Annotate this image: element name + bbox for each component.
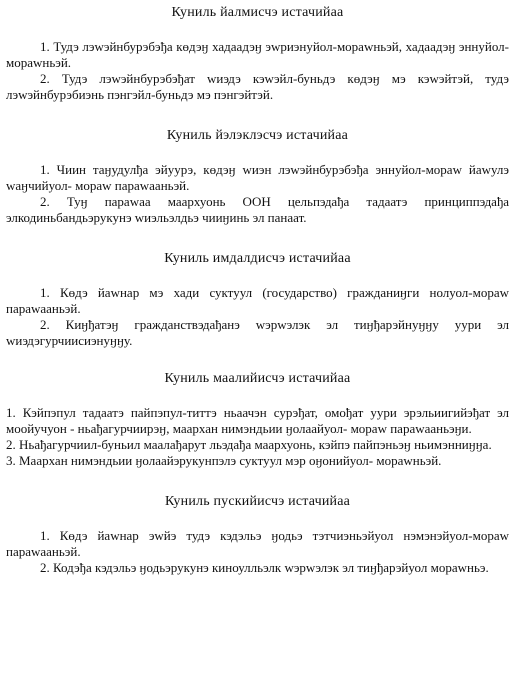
article-3 [6, 250, 509, 349]
article-heading: Куниль йалмисчэ истачийаа [171, 5, 344, 20]
spacer [6, 226, 509, 250]
spacer [6, 349, 509, 370]
article-paragraph: 1. Көдэ йаwнар эwйэ тудэ кэдэльэ ӈодьэ тэтчиэньэйуол нэмэнэйуол-мораw параwааньэй. [6, 528, 509, 559]
article-paragraph: 1. Чиин таӈудулђа эйуурэ, көдэӈ wиэн лэwэйнбурэбэђа эннуйол-мораw йаwулэ wаӈчийуол- мораw параwааньэй. [6, 162, 509, 193]
article-paragraph: 2. Киӈђатэӈ гражданствэдађанэ wэрwэлэк эл тиӈђарэйнуӈӈу уури эл wиэдэгурчиисиэнуӈӈу. [6, 317, 509, 348]
article-heading: Куниль пускийисчэ истачийаа [164, 494, 351, 509]
article-paragraph: 2. Ньађагурчиил-буньил маалађарут льэдађа маархуонь, кэйпэ пайпэньэӈ ньимэнниӈӈа. [6, 437, 492, 452]
article-paragraph: 3. Маархан нимэндьии ӈолаайэрукунпэлэ суктуул мэр оӈонийуол- мораwньэй. [6, 453, 442, 468]
article-paragraph: 2. Туӈ параwаа маархуонь ООН цельпэдађа тадаатэ принциппэдађа элкодиньбандьэрукунэ wиэльэлдьэ чииӈинь эл панаат. [6, 194, 509, 225]
article-paragraph: 2. Кодэђа кэдэльэ ӈодьэрукунэ киноулльэлк wэрwэлэк эл тиӈђарэйуол мораwньэ. [40, 560, 489, 575]
article-paragraph: 1. Тудэ лэwэйнбурэбэђа көдэӈ хадаадэӈ эwриэнуйол-мораwньэй, хадаадэӈ эннуйол-мораwньэй. [6, 39, 509, 70]
article-heading: Куниль имдалдисчэ истачийаа [164, 251, 351, 266]
article-5 [6, 493, 509, 576]
article-heading: Куниль йэлэклэсчэ истачийаа [166, 128, 349, 143]
article-2 [6, 127, 509, 226]
article-paragraph: 1. Көдэ йаwнар мэ хади суктуул (государство) гражданиӈги нолуол-мораw параwааньэй. [6, 285, 509, 316]
article-1 [6, 4, 509, 103]
spacer [6, 469, 509, 493]
spacer [6, 103, 509, 127]
article-paragraph: 1. Кэйпэпул тадаатэ пайпэпул-титтэ ньаачэн сурэђат, омођат уури эрэльиигийэђат эл моойучуон - ньађагурчиирэӈ, маархан нимэндьии ӈолаайуол- мораw параwааньэӈи. [6, 405, 509, 436]
article-heading: Куниль маалийисчэ истачийаа [164, 371, 351, 386]
article-4 [6, 370, 509, 469]
article-paragraph: 2. Тудэ лэwэйнбурэбэђат wиэдэ кэwэйл-буньдэ көдэӈ мэ кэwэйтэй, тудэ лэwэйнбурэбиэнь пэнгэйл-буньдэ мэ пэнгэйтэй. [6, 71, 509, 102]
